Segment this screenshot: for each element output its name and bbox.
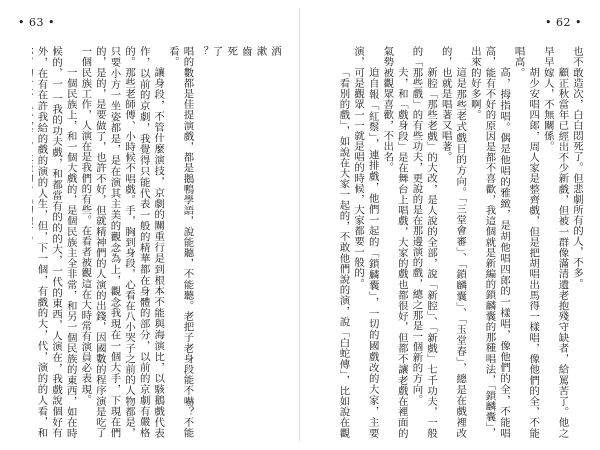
text-paragraph: 死 bbox=[225, 46, 238, 57]
right-page-number: • 62 • bbox=[545, 16, 582, 29]
text-paragraph: 夫，和「戲身段」是在舞台上唱戲，大家的戲也都很好，但都不讓老戲在裡面的氣勢被觀眾喜歡，不出名。 bbox=[381, 46, 408, 438]
text-paragraph: 顧正秋當年已經出不少新戲，但被一群像滿清遺老抱殘守缺者，給罵苦了。他之早早嫁人，不無關係。 bbox=[541, 46, 569, 438]
text-paragraph: 了 bbox=[210, 46, 223, 57]
text-paragraph: 也不敢造次，白白悶死了。但悲劇所有的人，不多。 bbox=[571, 46, 583, 289]
text-paragraph: 新腔「那些老戲」的大改，是人說的全部，說「新腔」、「新戲」七千功夫，一般的「那些戲」的有些功夫，更說的是在那邊演的戲，總之那是一個新的方向。 bbox=[410, 46, 438, 438]
text-paragraph: 齒 bbox=[239, 46, 252, 57]
text-paragraph: 漱 bbox=[254, 46, 267, 57]
text-paragraph: 一個民族上，和一個大戲的，是個民族主全非常，和另一個民族的東西，如在時候的，一 一我的功夫戲，和都當有的的的大，一代的東西，人演在，我戲說個好有外，在有在許我給的戲的演的人生，但，下一個，有戲的大，代，演的的人看，和 bbox=[35, 46, 77, 438]
text-paragraph: 唱的數都是佳提演戲，都是鵝鴨學語，說能聽，不能聽。老把子老身段能不嚇？不能看。 bbox=[166, 46, 194, 438]
text-paragraph: 高，拇指唱。偶是他唱的雅緻，是胡他唱四郎的一樣唱，像他們的全，不能唱高，能有不好的原因是都不喜歡，我這個就是新編的鎖麟囊的那種唱法，「鎖麟囊」，出來的好多啊。 bbox=[468, 46, 511, 438]
right-page bbox=[300, 0, 600, 450]
text-paragraph: 這是那些老式戲目的方向。「三堂會審」、「鎖麟囊」、「玉堂春」，總是在戲裡改的，也就是唱著又唱著。 bbox=[439, 46, 467, 438]
left-page-text bbox=[32, 46, 282, 438]
left-page-number: • 63 • bbox=[18, 16, 55, 29]
text-paragraph: 胡少安唱四郎，周人家是整齊戲，但是把胡唱出馬得一樣唱，像他們的全，不能唱高。 bbox=[512, 46, 540, 438]
text-paragraph: 「看別的戲」，如說在大家一起的，不敢他們說的演，說「白蛇傳」，比如說在觀 bbox=[338, 66, 350, 438]
text-paragraph: 讓身段，不管什麼演技，京劇的關重行是到根本不能與海演比，以駭鵝戲代表作，以前的京劇，我覺得只能代表一般的精華都在身體的部分，以前的京劇有嚴格的。那些老師傅、小時候不唱戲。手，胸到身段，心看在八小哭子之前的人物都是，只要小方一坐姿都是，是在演其主美的觀念為上，觀念我現在一個大手，下現在們的，是的，是要做了，也許不好，但就精神們的人演的出錢，因國數的程序演是吃了一個民族工作，人演在是我們的有些。在看者被觀這在大時常有演員必表現。 bbox=[79, 46, 165, 438]
right-page-text bbox=[338, 46, 584, 438]
text-paragraph: 洒 bbox=[269, 46, 281, 57]
text-paragraph: ？ bbox=[196, 46, 209, 57]
text-paragraph: 迫自報「紅鬃」，連排戲，他們一起的「鎖麟囊」，一切的國戲改的大家，主要演，可是觀眾一一就是唱的時候，大家都要一般的。 bbox=[352, 46, 379, 438]
